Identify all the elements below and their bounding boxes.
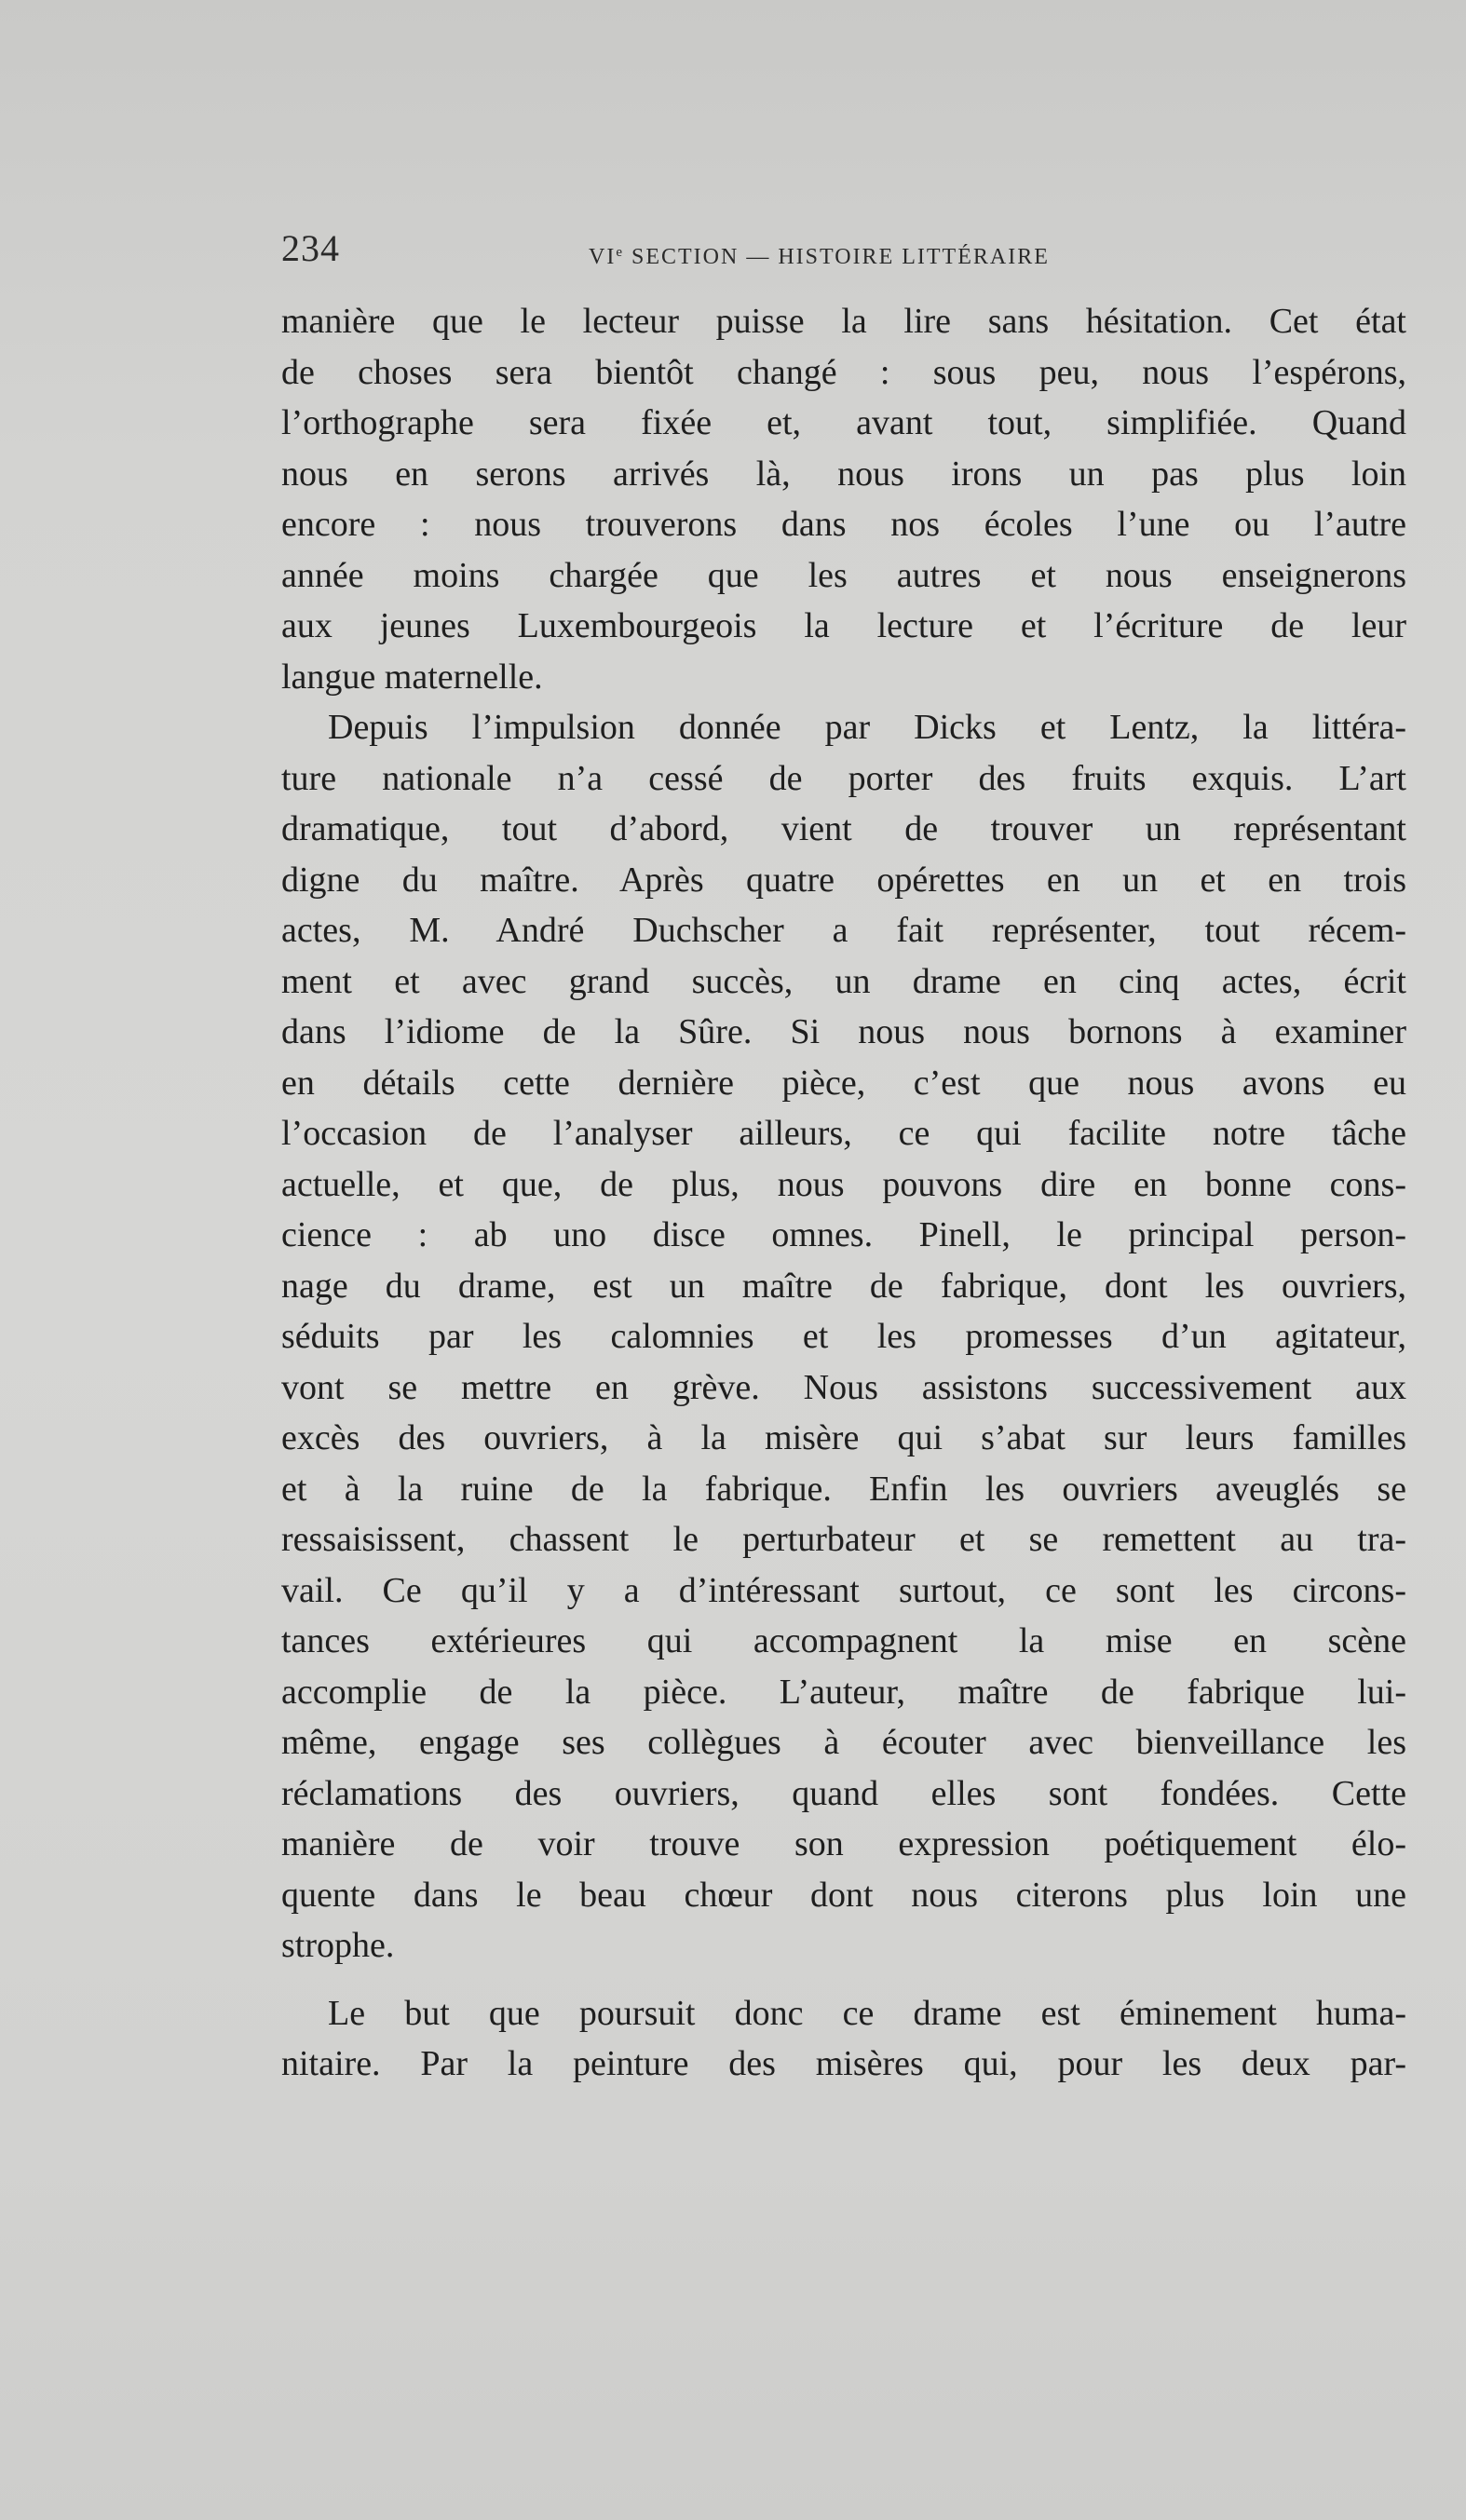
text-line: vont se mettre en grève. Nous assistons successivement aux bbox=[281, 1367, 1406, 1407]
text-line: quente dans le beau chœur dont nous citerons plus loin une bbox=[281, 1875, 1406, 1915]
page-number: 234 bbox=[281, 227, 340, 269]
text-line: nage du drame, est un maître de fabrique, dont les ouvriers, bbox=[281, 1266, 1406, 1306]
text-line: année moins chargée que les autres et nous enseignerons bbox=[281, 555, 1406, 595]
text-line: excès des ouvriers, à la misère qui s’abat sur leurs familles bbox=[281, 1418, 1406, 1457]
text-line: encore : nous trouverons dans nos écoles l’une ou l’autre bbox=[281, 505, 1406, 544]
running-head bbox=[281, 226, 1416, 282]
section-numeral: VI bbox=[589, 245, 617, 269]
text-line: strophe. bbox=[281, 1926, 395, 1965]
text-line: ture nationale n’a cessé de porter des fruits exquis. L’art bbox=[281, 758, 1406, 798]
text-line: même, engage ses collègues à écouter avec bienveillance les bbox=[281, 1723, 1406, 1762]
text-line: séduits par les calomnies et les promesses d’un agitateur, bbox=[281, 1317, 1406, 1356]
text-line: nous en serons arrivés là, nous irons un pas plus loin bbox=[281, 454, 1406, 494]
paragraph-2 bbox=[281, 702, 1406, 1971]
text-line: en détails cette dernière pièce, c’est que nous avons eu bbox=[281, 1063, 1406, 1103]
text-line: langue maternelle. bbox=[281, 657, 543, 697]
text-line: Le but que poursuit donc ce drame est éminement huma- bbox=[328, 1993, 1406, 2033]
text-line: et à la ruine de la fabrique. Enfin les ouvriers aveuglés se bbox=[281, 1469, 1406, 1509]
section-heading-text: SECTION — HISTOIRE LITTÉRAIRE bbox=[624, 245, 1050, 269]
paragraph-3 bbox=[281, 1988, 1406, 2090]
text-line: vail. Ce qu’il y a d’intéressant surtout, ce sont les circons- bbox=[281, 1570, 1406, 1610]
text-line: manière que le lecteur puisse la lire sans hésitation. Cet état bbox=[281, 302, 1406, 341]
text-line: digne du maître. Après quatre opérettes en un et en trois bbox=[281, 860, 1406, 900]
section-title bbox=[589, 245, 1050, 270]
text-line: actes, M. André Duchscher a fait représenter, tout récem- bbox=[281, 911, 1406, 950]
text-line: accomplie de la pièce. L’auteur, maître de fabrique lui- bbox=[281, 1672, 1406, 1712]
text-line: manière de voir trouve son expression poétiquement élo- bbox=[281, 1824, 1406, 1863]
text-line: dans l’idiome de la Sûre. Si nous nous bornons à examiner bbox=[281, 1012, 1406, 1051]
text-line: l’occasion de l’analyser ailleurs, ce qui facilite notre tâche bbox=[281, 1114, 1406, 1153]
text-line: dramatique, tout d’abord, vient de trouver un représentant bbox=[281, 809, 1406, 848]
text-line: réclamations des ouvriers, quand elles sont fondées. Cette bbox=[281, 1773, 1406, 1813]
text-line: cience : ab uno disce omnes. Pinell, le principal person- bbox=[281, 1215, 1406, 1254]
text-line: aux jeunes Luxembourgeois la lecture et l’écriture de leur bbox=[281, 606, 1406, 645]
text-line: l’orthographe sera fixée et, avant tout, simplifiée. Quand bbox=[281, 403, 1406, 442]
text-line: de choses sera bientôt changé : sous peu, nous l’espérons, bbox=[281, 352, 1406, 392]
text-line: tances extérieures qui accompagnent la mise en scène bbox=[281, 1621, 1406, 1660]
body-text bbox=[281, 296, 1406, 2090]
text-line: nitaire. Par la peinture des misères qui, pour les deux par- bbox=[281, 2044, 1406, 2083]
paragraph-1 bbox=[281, 296, 1406, 702]
text-line: actuelle, et que, de plus, nous pouvons dire en bonne cons- bbox=[281, 1164, 1406, 1204]
text-line: ressaisissent, chassent le perturbateur et se remettent au tra- bbox=[281, 1520, 1406, 1559]
section-numeral-suffix: e bbox=[616, 245, 624, 260]
text-line: ment et avec grand succès, un drame en cinq actes, écrit bbox=[281, 961, 1406, 1001]
text-line: Depuis l’impulsion donnée par Dicks et Lentz, la littéra- bbox=[328, 708, 1406, 747]
